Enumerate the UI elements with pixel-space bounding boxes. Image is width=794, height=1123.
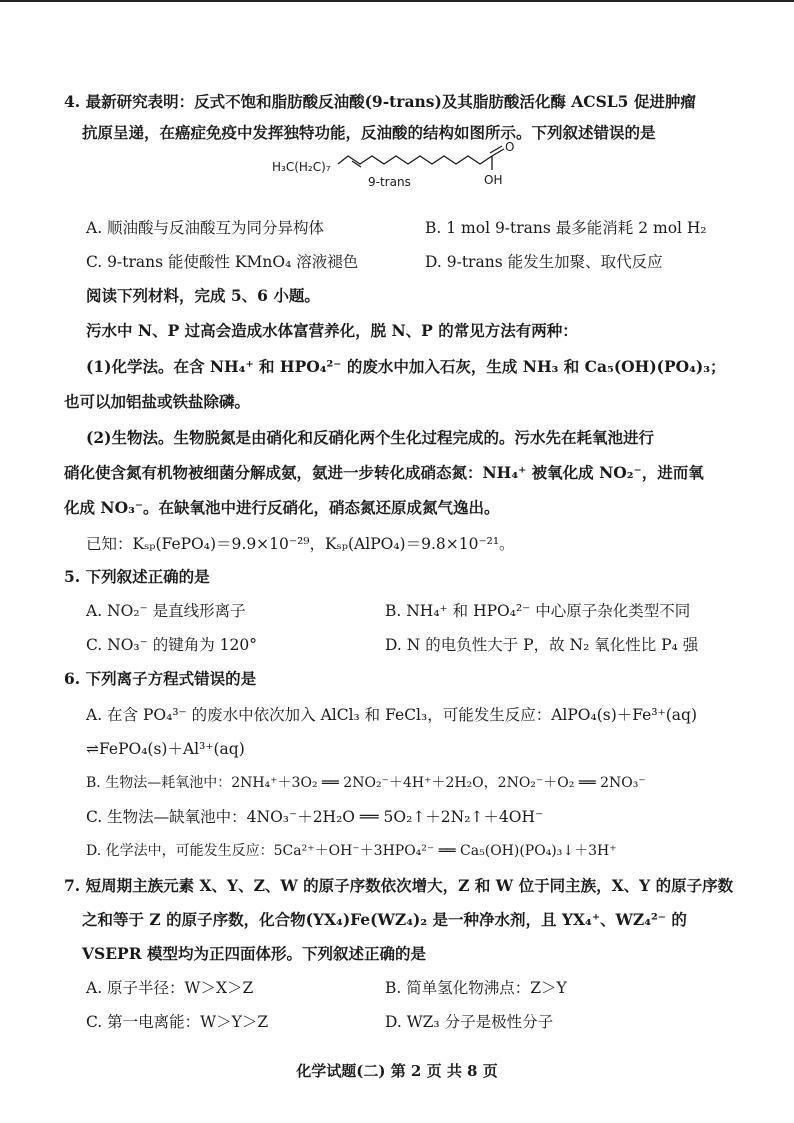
q7-stem-line3: VSEPR 模型均为正四面体形。下列叙述正确的是: [82, 944, 426, 963]
structure-carbon-chain: [338, 156, 492, 164]
structure-left-group: H₃C(H₂C)₇: [272, 160, 331, 174]
q5-option-d: D. N 的电负性大于 P，故 N₂ 氧化性比 P₄ 强: [385, 636, 699, 654]
q4-stem-line2: 抗原呈递，在癌症免疫中发挥独特功能，反油酸的结构如图所示。下列叙述错误的是: [82, 123, 656, 142]
q7-option-a: A. 原子半径：W＞X＞Z: [86, 979, 254, 997]
material-p3-line1: (2)生物法。生物脱氮是由硝化和反硝化两个生化过程完成的。污水先在耗氧池进行: [86, 428, 654, 447]
q6-option-d: D. 化学法中，可能发生反应：5Ca²⁺＋OH⁻＋3HPO₄²⁻ ══ Ca₅(OH)(PO₄)₃↓＋3H⁺: [86, 843, 617, 859]
q6-stem: 6. 下列离子方程式错误的是: [64, 669, 257, 688]
structure-carbonyl-o: O: [505, 140, 515, 154]
material-p3-line3: 化成 NO₃⁻。在缺氧池中进行反硝化，硝态氮还原成氮气逸出。: [64, 498, 500, 517]
q7-option-c: C. 第一电离能：W＞Y＞Z: [86, 1013, 269, 1031]
q7-stem-line1: 7. 短周期主族元素 X、Y、Z、W 的原子序数依次增大，Z 和 W 位于同主族，X、Y 的原子序数: [64, 876, 734, 895]
q4-option-a: A. 顺油酸与反油酸互为同分异构体: [86, 219, 325, 237]
material-p2-line2: 也可以加铝盐或铁盐除磷。: [64, 392, 251, 411]
material-p1: 污水中 N、P 过高会造成水体富营养化，脱 N、P 的常见方法有两种：: [86, 321, 578, 340]
q5-option-a: A. NO₂⁻ 是直线形离子: [86, 602, 246, 620]
q6-option-b: B. 生物法—耗氧池中：2NH₄⁺＋3O₂ ══ 2NO₂⁻＋4H⁺＋2H₂O，2NO₂⁻＋O₂ ══ 2NO₃⁻: [86, 775, 646, 791]
structure-caption: 9-trans: [368, 175, 411, 189]
top-border: [0, 0, 794, 2]
q4-option-d: D. 9-trans 能发生加聚、取代反应: [425, 253, 663, 271]
q7-stem-line2: 之和等于 Z 的原子序数，化合物(YX₄)Fe(WZ₄)₂ 是一种净水剂，且 YX₄⁺、WZ₄²⁻ 的: [82, 910, 687, 929]
page-footer: 化学试题(二) 第 2 页 共 8 页: [296, 1062, 498, 1080]
material-known: 已知：Kₛₚ(FePO₄)＝9.9×10⁻²⁹，Kₛₚ(AlPO₄)＝9.8×10⁻²¹。: [86, 535, 515, 553]
q4-option-c: C. 9-trans 能使酸性 KMnO₄ 溶液褪色: [86, 253, 359, 271]
material-p2-line1: (1)化学法。在含 NH₄⁺ 和 HPO₄²⁻ 的废水中加入石灰，生成 NH₃ 和 Ca₅(OH)(PO₄)₃；: [86, 357, 726, 376]
q6-option-a-line1: A. 在含 PO₄³⁻ 的废水中依次加入 AlCl₃ 和 FeCl₃，可能发生反应：AlPO₄(s)＋Fe³⁺(aq): [86, 706, 698, 724]
q4-option-b: B. 1 mol 9-trans 最多能消耗 2 mol H₂: [425, 219, 707, 237]
q5-stem: 5. 下列叙述正确的是: [64, 567, 210, 586]
q5-option-c: C. NO₃⁻ 的键角为 120°: [86, 636, 258, 654]
material-p3-line2: 硝化使含氮有机物被细菌分解成氨，氨进一步转化成硝态氮：NH₄⁺ 被氧化成 NO₂⁻，进而氧: [64, 463, 704, 482]
q6-option-c: C. 生物法—缺氧池中：4NO₃⁻＋2H₂O ══ 5O₂↑＋2N₂↑＋4OH⁻: [86, 808, 544, 826]
q7-option-b: B. 简单氢化物沸点：Z＞Y: [385, 979, 567, 997]
q7-option-d: D. WZ₃ 分子是极性分子: [385, 1013, 554, 1031]
structure-hydroxyl: OH: [484, 173, 503, 187]
q4-stem-line1: 4. 最新研究表明：反式不饱和脂肪酸反油酸(9-trans)及其脂肪酸活化酶 ACSL5 促进肿瘤: [64, 92, 696, 111]
material-intro: 阅读下列材料，完成 5、6 小题。: [86, 286, 320, 305]
oleic-acid-structure: [268, 140, 528, 200]
q6-option-a-line2: ⇌FePO₄(s)＋Al³⁺(aq): [86, 740, 245, 758]
q5-option-b: B. NH₄⁺ 和 HPO₄²⁻ 中心原子杂化类型不同: [385, 602, 691, 620]
